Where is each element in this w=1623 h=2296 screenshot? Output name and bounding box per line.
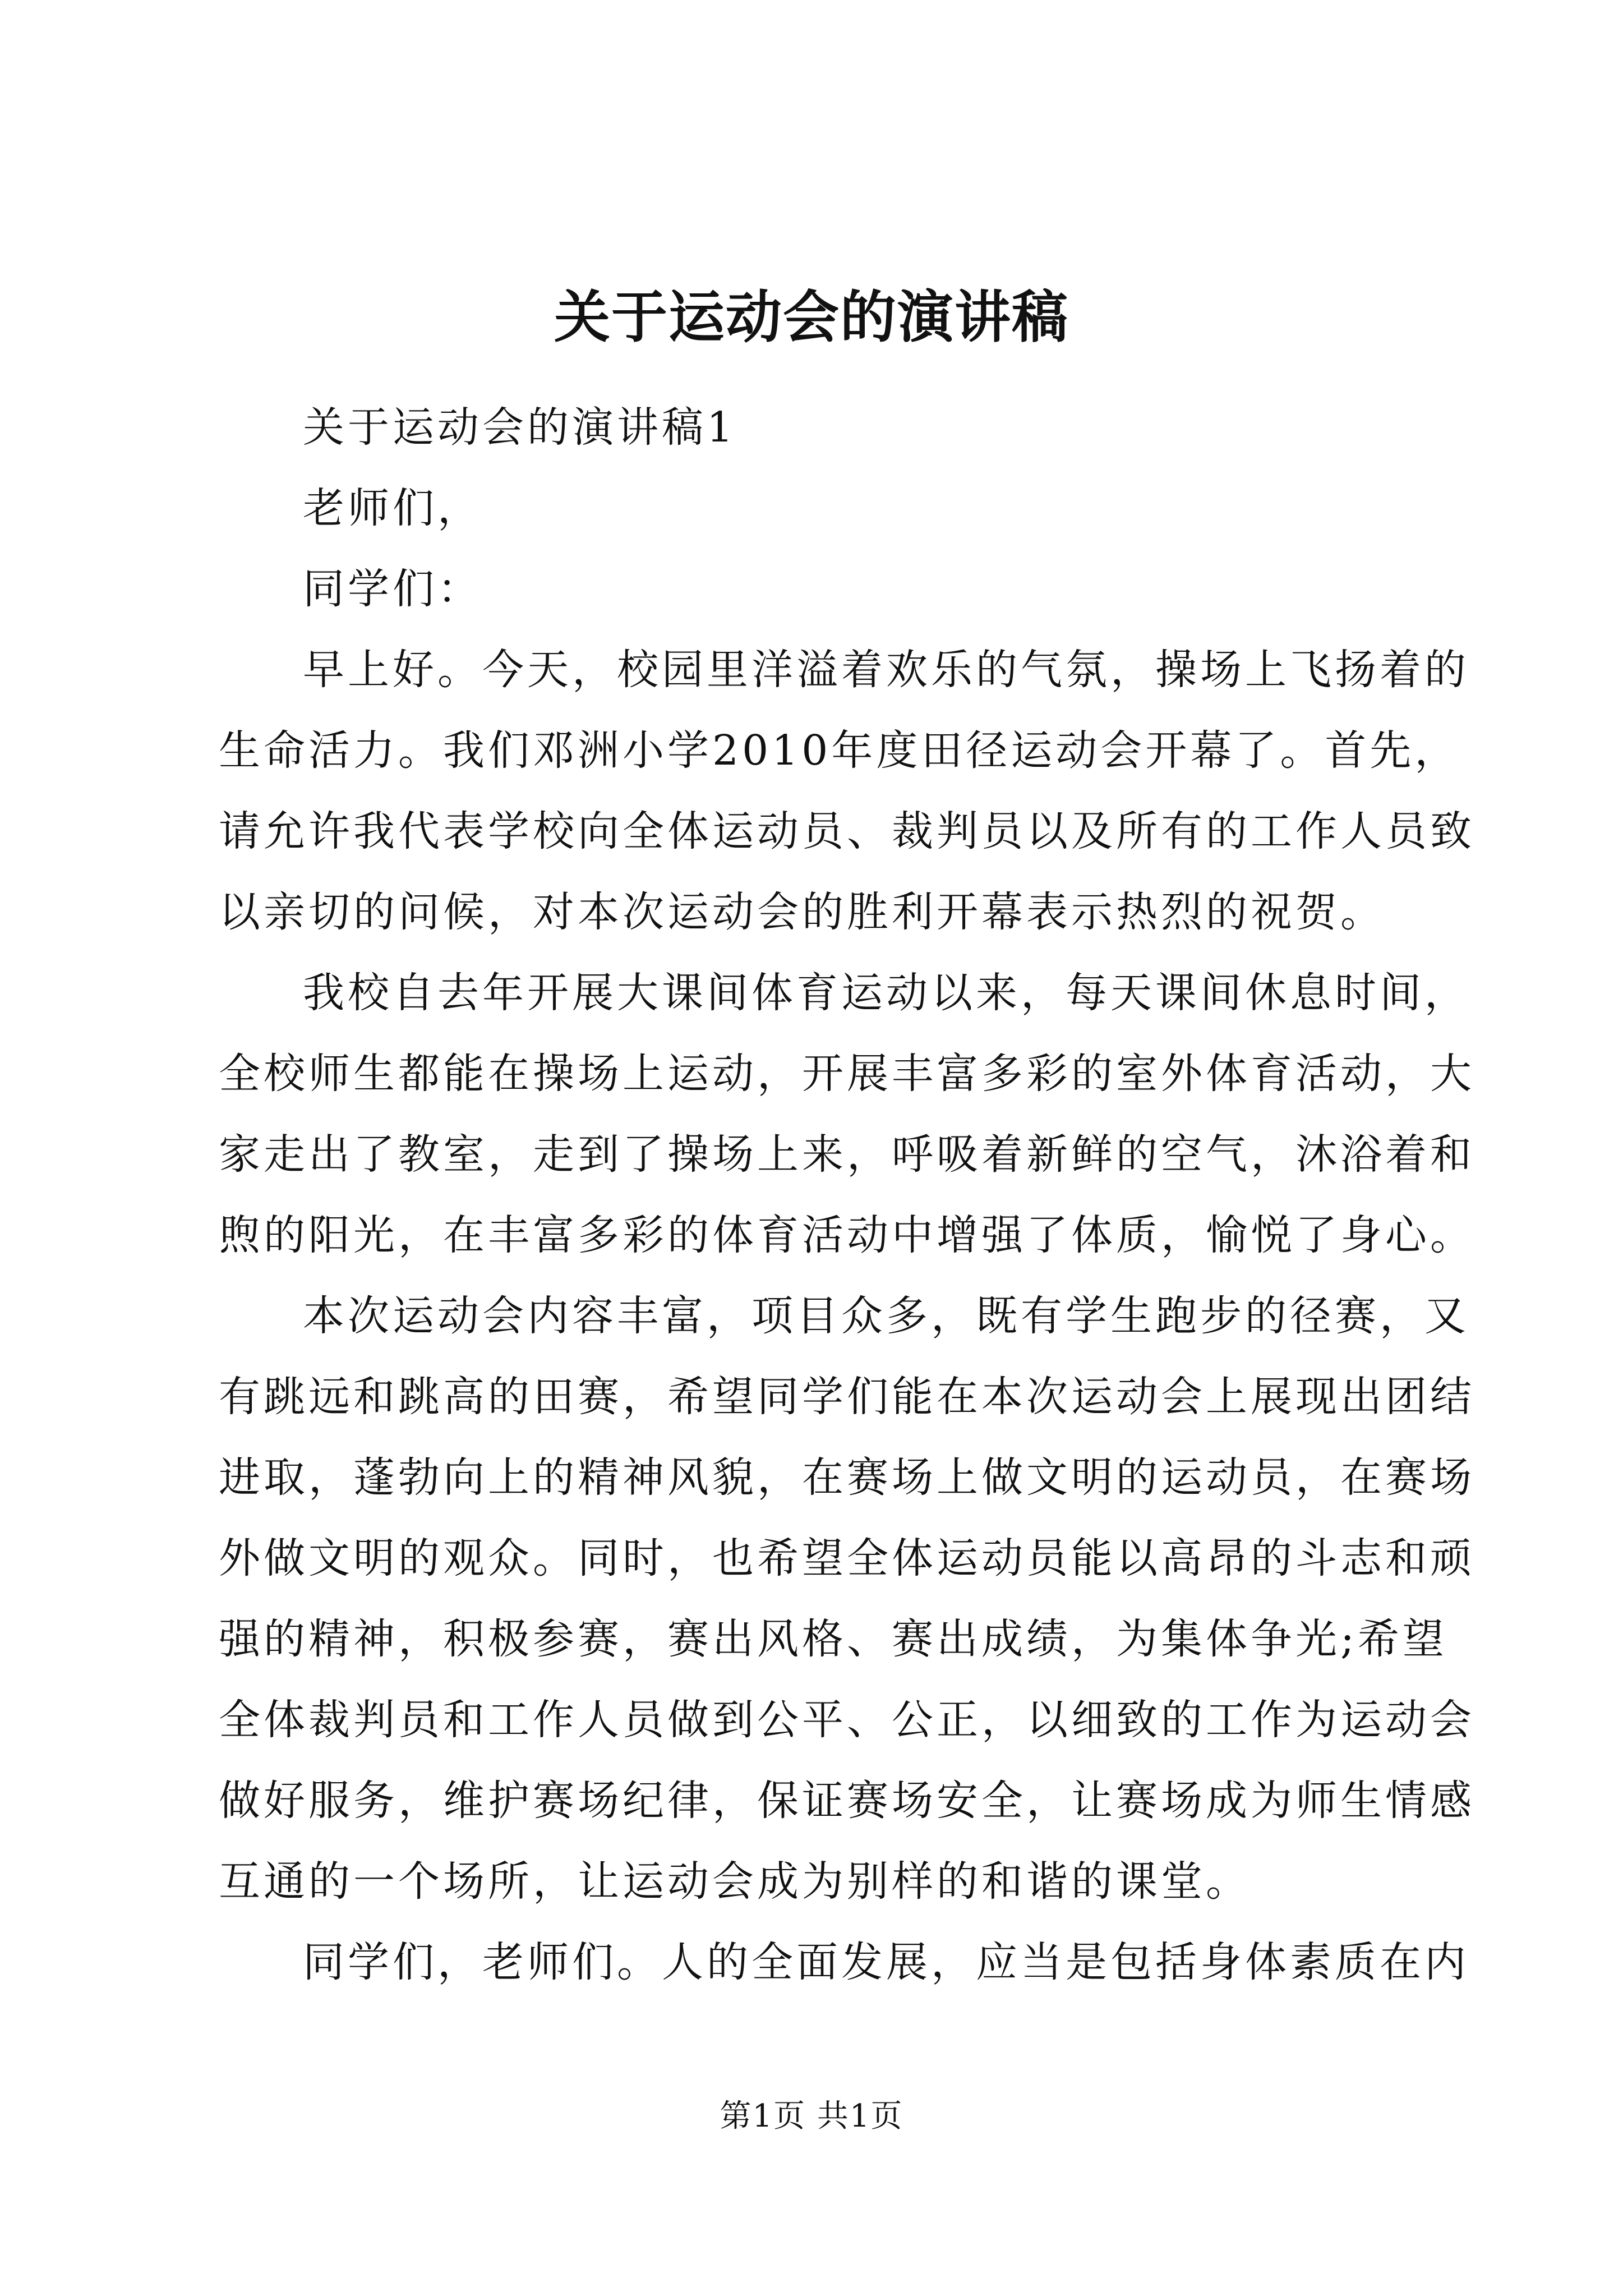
line-5: 生命活力。我们邓洲小学2010年度田径运动会开幕了。首先， [219, 726, 1460, 775]
page-footer: 第1页 共1页 [720, 2098, 903, 2134]
line-2: 老师们， [303, 484, 482, 532]
line-15: 外做文明的观众。同时，也希望全体运动员能以高昂的斗志和顽 [219, 1534, 1475, 1582]
line-14: 进取，蓬勃向上的精神风貌，在赛场上做文明的运动员，在赛场 [219, 1453, 1475, 1502]
line-7: 以亲切的问候，对本次运动会的胜利开幕表示热烈的祝贺。 [219, 888, 1385, 936]
line-11: 煦的阳光，在丰富多彩的体育活动中增强了体质，愉悦了身心。 [219, 1211, 1475, 1259]
line-9: 全校师生都能在操场上运动，开展丰富多彩的室外体育活动，大 [219, 1050, 1475, 1098]
line-12: 本次运动会内容丰富，项目众多，既有学生跑步的径赛，又 [303, 1292, 1469, 1340]
line-13: 有跳远和跳高的田赛，希望同学们能在本次运动会上展现出团结 [219, 1373, 1475, 1421]
line-6: 请允许我代表学校向全体运动员、裁判员以及所有的工作人员致 [219, 807, 1475, 855]
line-16: 强的精神，积极参赛，赛出风格、赛出成绩，为集体争光;希望 [219, 1615, 1447, 1663]
line-8: 我校自去年开展大课间体育运动以来，每天课间休息时间， [303, 969, 1469, 1017]
line-20: 同学们，老师们。人的全面发展，应当是包括身体素质在内 [303, 1938, 1469, 1986]
line-19: 互通的一个场所，让运动会成为别样的和谐的课堂。 [219, 1857, 1251, 1906]
document-title: 关于运动会的演讲稿 [554, 284, 1069, 350]
line-17: 全体裁判员和工作人员做到公平、公正，以细致的工作为运动会 [219, 1696, 1475, 1744]
line-4: 早上好。今天，校园里洋溢着欢乐的气氛，操场上飞扬着的 [303, 646, 1469, 694]
line-10: 家走出了教室，走到了操场上来，呼吸着新鲜的空气，沐浴着和 [219, 1130, 1475, 1179]
line-3: 同学们： [303, 565, 482, 613]
line-18: 做好服务，维护赛场纪律，保证赛场安全，让赛场成为师生情感 [219, 1777, 1475, 1825]
document-body [219, 387, 1475, 2003]
line-1: 关于运动会的演讲稿1 [303, 403, 737, 452]
